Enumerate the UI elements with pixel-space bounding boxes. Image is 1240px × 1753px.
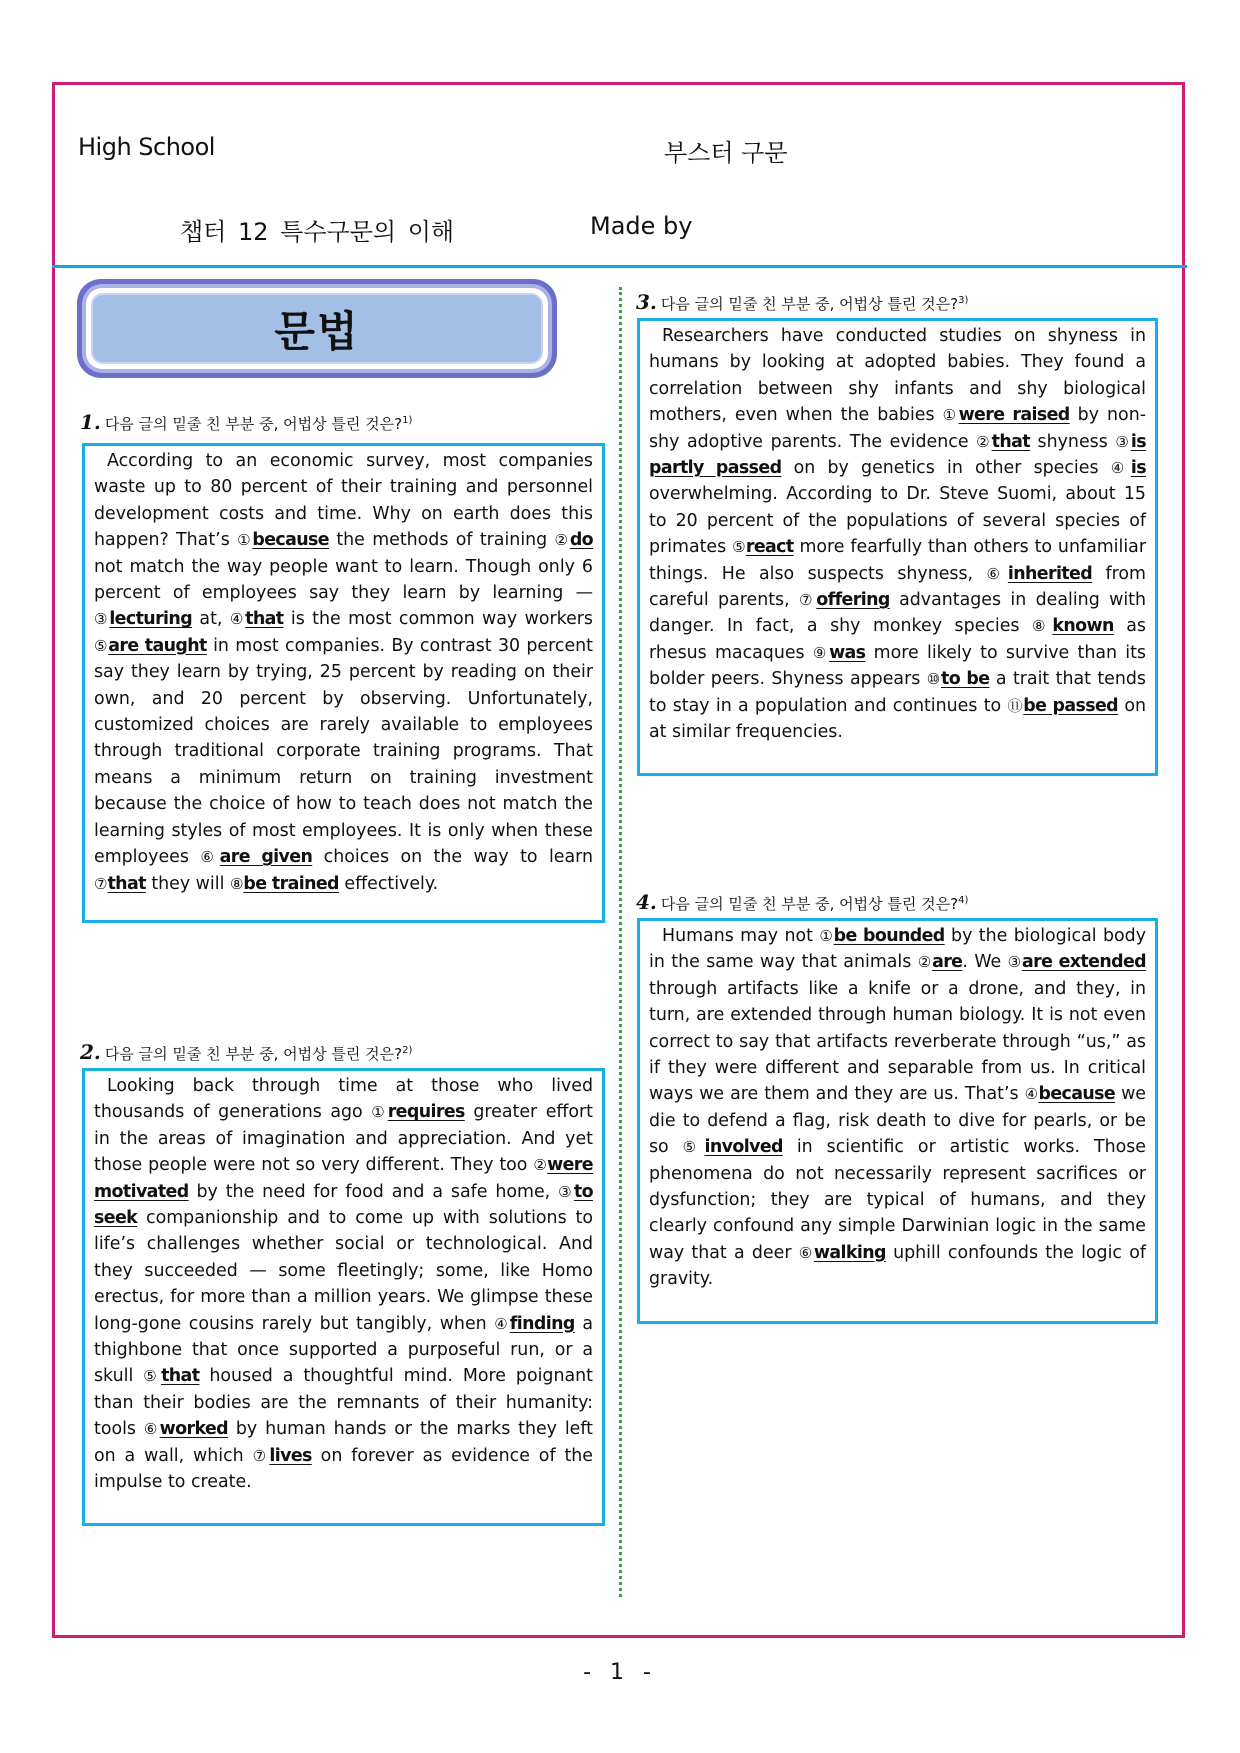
question-prompt: 다음 글의 밑줄 친 부분 중, 어법상 틀린 것은? bbox=[660, 295, 959, 313]
underlined-choice: because bbox=[1038, 1084, 1116, 1105]
choice-number: ② bbox=[533, 1156, 548, 1175]
choice-number: ① bbox=[819, 927, 834, 945]
question-prompt: 다음 글의 밑줄 친 부분 중, 어법상 틀린 것은? bbox=[104, 415, 403, 433]
underlined-choice: that bbox=[991, 431, 1030, 452]
underlined-choice: inherited bbox=[1007, 563, 1093, 584]
choice-number: ③ bbox=[558, 1182, 574, 1201]
question-prompt: 다음 글의 밑줄 친 부분 중, 어법상 틀린 것은? bbox=[104, 1045, 403, 1063]
question-4-title bbox=[636, 890, 968, 914]
question-2-passage bbox=[82, 1068, 605, 1526]
choice-number: ② bbox=[976, 432, 992, 451]
choice-number: ④ bbox=[1024, 1085, 1039, 1104]
choice-number: ⑤ bbox=[143, 1367, 162, 1386]
made-by-label: Made by bbox=[590, 212, 693, 240]
underlined-choice: are given bbox=[219, 847, 313, 868]
underlined-choice: react bbox=[745, 537, 794, 558]
choice-number: ⑤ bbox=[94, 636, 109, 655]
choice-number: ⑪ bbox=[1007, 696, 1024, 715]
page-number: - 1 - bbox=[583, 1660, 657, 1685]
choice-number: ① bbox=[942, 406, 959, 425]
choice-number: ⑥ bbox=[143, 1420, 160, 1439]
underlined-choice: finding bbox=[509, 1313, 575, 1334]
choice-number: ③ bbox=[1007, 953, 1022, 972]
choice-number: ⑦ bbox=[94, 874, 108, 893]
choice-number: ⑧ bbox=[229, 874, 244, 893]
choice-number: ④ bbox=[1110, 459, 1131, 478]
section-banner bbox=[77, 279, 557, 378]
question-4-passage bbox=[637, 918, 1158, 1324]
question-1-title bbox=[80, 410, 412, 434]
choice-number: ② bbox=[917, 953, 933, 972]
choice-number: ③ bbox=[94, 610, 110, 629]
underlined-choice: to seek bbox=[94, 1181, 593, 1229]
footnote-ref: 1) bbox=[402, 415, 413, 426]
choice-number: ② bbox=[554, 531, 570, 550]
underlined-choice: were motivated bbox=[94, 1155, 593, 1202]
underlined-choice: was bbox=[829, 642, 866, 663]
choice-number: ⑨ bbox=[812, 643, 830, 662]
question-number: 2. bbox=[80, 1040, 101, 1064]
choice-number: ⑦ bbox=[798, 591, 817, 610]
underlined-choice: to be bbox=[941, 669, 990, 690]
question-number: 4. bbox=[636, 890, 657, 914]
underlined-choice: walking bbox=[813, 1242, 886, 1263]
underlined-choice: is bbox=[1130, 458, 1146, 479]
column-divider bbox=[619, 287, 622, 1597]
underlined-choice: be bounded bbox=[833, 926, 945, 946]
underlined-choice: that bbox=[107, 873, 146, 894]
footnote-ref: 2) bbox=[402, 1045, 413, 1056]
passage-text: Humans may not ①be bounded by the biological body in the same way that animals ②are. We ③are extended through artifacts like a knife or a drone, and they, in turn, are extended through human biology. It is not even correct to say that artifacts reverberate through “us,” as if they were different and separable from us. In critical ways we are them and they are us. That’s ④because we die to defend a flag, risk death to dive for pearls, or be so ⑤involved in scientific or artistic works. Those phenomena do not necessarily represent sacrifices or dysfunction; they are typical of humans, and they clearly confound any simple Darwinian logic in the same way that a deer ⑥walking uphill confounds the logic of gravity. bbox=[649, 926, 1147, 1290]
school-label: High School bbox=[78, 133, 215, 161]
question-number: 3. bbox=[636, 290, 657, 314]
passage-text: According to an economic survey, most companies waste up to 80 percent of their training and personnel development costs and time. Why on earth does this happen? That’s ①because the methods of training ②do not match the way people want to learn. Though only 6 percent of employees say they learn by learning — ③lecturing at, ④that is the most common way workers ⑤are taught in most companies. By contrast 30 percent say they learn by trying, 25 percent by reading on their own, and 20 percent by observing. Unfortunately, customized choices are rarely available to employees through traditional corporate training programs. That means a minimum return on training investment because the choice of how to teach does not match the learning styles of most employees. It is only when these employees ⑥are given choices on the way to learn ⑦that they will ⑧be trained effectively. bbox=[94, 451, 594, 894]
choice-number: ④ bbox=[494, 1314, 510, 1333]
choice-number: ⑧ bbox=[1031, 617, 1053, 636]
choice-number: ⑥ bbox=[200, 848, 220, 867]
question-number: 1. bbox=[80, 410, 101, 434]
question-1-passage bbox=[82, 443, 605, 923]
underlined-choice: are extended bbox=[1021, 952, 1146, 973]
choice-number: ⑥ bbox=[798, 1243, 814, 1262]
question-3-title bbox=[636, 290, 968, 314]
question-prompt: 다음 글의 밑줄 친 부분 중, 어법상 틀린 것은? bbox=[660, 895, 959, 913]
underlined-choice: lecturing bbox=[109, 609, 193, 630]
choice-number: ⑤ bbox=[682, 1138, 705, 1157]
question-3-passage bbox=[637, 318, 1158, 776]
choice-number: ⑩ bbox=[926, 670, 942, 689]
header-divider bbox=[52, 265, 1187, 268]
underlined-choice: offering bbox=[816, 590, 890, 611]
choice-number: ⑤ bbox=[732, 538, 746, 557]
underlined-choice: lives bbox=[269, 1445, 312, 1466]
underlined-choice: involved bbox=[704, 1137, 783, 1158]
underlined-choice: worked bbox=[159, 1419, 229, 1440]
underlined-choice: known bbox=[1052, 616, 1114, 637]
choice-number: ⑥ bbox=[986, 564, 1008, 583]
question-2-title bbox=[80, 1040, 412, 1064]
footnote-ref: 3) bbox=[958, 295, 969, 306]
underlined-choice: be trained bbox=[243, 873, 339, 894]
section-title: 문법 bbox=[274, 306, 360, 356]
choice-number: ① bbox=[371, 1103, 388, 1122]
underlined-choice: that bbox=[161, 1366, 200, 1387]
underlined-choice: that bbox=[245, 609, 284, 630]
underlined-choice: is partly passed bbox=[649, 431, 1146, 479]
underlined-choice: do bbox=[569, 530, 594, 551]
underlined-choice: be passed bbox=[1023, 695, 1119, 716]
choice-number: ① bbox=[237, 531, 253, 550]
underlined-choice: are taught bbox=[108, 635, 207, 656]
choice-number: ⑦ bbox=[252, 1446, 270, 1465]
passage-text: Researchers have conducted studies on shyness in humans by looking at adopted babies. They found a correlation between shy infants and shy biological mothers, even when the babies ①were raised by non-shy adoptive parents. The evidence ②that shyness ③is partly passed on by genetics in other species ④is overwhelming. According to Dr. Steve Suomi, about 15 to 20 percent of the populations of several species of primates ⑤react more fearfully than others to unfamiliar things. He also suspects shyness, ⑥inherited from careful parents, ⑦offering advantages in dealing with danger. In fact, a shy monkey species ⑧known as rhesus macaques ⑨was more likely to survive than its bolder peers. Shyness appears ⑩to be a trait that tends to stay in a population and continues to ⑪be passed on at similar frequencies. bbox=[649, 326, 1147, 743]
underlined-choice: because bbox=[252, 530, 329, 551]
choice-number: ④ bbox=[229, 610, 246, 629]
passage-text: Looking back through time at those who lived thousands of generations ago ①requires greater effort in the areas of imagination and appreciation. And yet those people were not so very different. They too ②were motivated by the need for food and a safe home, ③to seek companionship and to come up with solutions to life’s challenges whether social or technological. And they succeeded — some fleetingly; some, like Homo erectus, for more than a million years. We glimpse these long-gone cousins rarely but tangibly, when ④finding a thighbone that once supported a purposeful run, or a skull ⑤that housed a thoughtful mind. More poignant than their bodies are the remnants of their humanity: tools ⑥worked by human hands or the marks they left on a wall, which ⑦lives on forever as evidence of the impulse to create. bbox=[94, 1076, 593, 1493]
footnote-ref: 4) bbox=[958, 895, 969, 906]
underlined-choice: are bbox=[932, 952, 963, 973]
choice-number: ③ bbox=[1115, 432, 1131, 451]
chapter-label: 챕터 12 특수구문의 이해 bbox=[180, 218, 455, 246]
underlined-choice: were raised bbox=[958, 405, 1070, 426]
document-title: 부스터 구문 bbox=[664, 139, 788, 167]
underlined-choice: requires bbox=[387, 1102, 465, 1123]
